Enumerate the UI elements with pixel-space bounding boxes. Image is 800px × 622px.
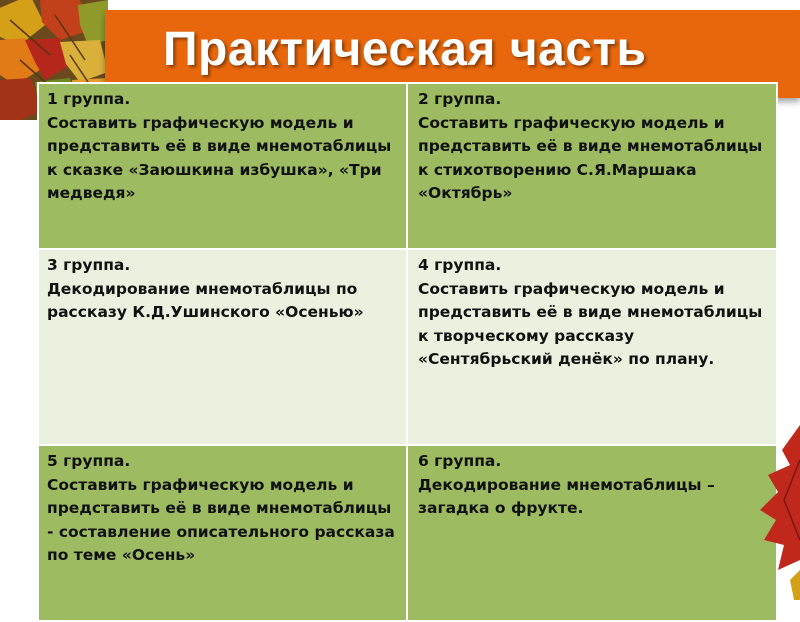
table-row	[38, 83, 777, 249]
red-maple-leaf-image	[760, 420, 800, 600]
tasks-table	[37, 82, 778, 622]
table-row	[38, 445, 777, 621]
group-3-cell: 3 группа. Декодирование мнемотаблицы по рассказу К.Д.Ушинского «Осенью»	[38, 249, 407, 445]
group-5-cell: 5 группа. Составить графическую модель и представить её в виде мнемотаблицы - составление описательного рассказа по теме «Осень»	[38, 445, 407, 621]
slide-title: Практическая часть	[163, 23, 647, 76]
group-4-cell: 4 группа. Составить графическую модель и представить её в виде мнемотаблицы к творческому рассказу «Сентябрьский денёк» по плану.	[407, 249, 777, 445]
table-row	[38, 249, 777, 445]
group-2-cell: 2 группа. Составить графическую модель и представить её в виде мнемотаблицы к стихотворению С.Я.Маршака «Октябрь»	[407, 83, 777, 249]
group-6-cell: 6 группа. Декодирование мнемотаблицы – загадка о фрукте.	[407, 445, 777, 621]
group-1-cell: 1 группа. Составить графическую модель и представить её в виде мнемотаблицы к сказке «Заюшкина избушка», «Три медведя»	[38, 83, 407, 249]
